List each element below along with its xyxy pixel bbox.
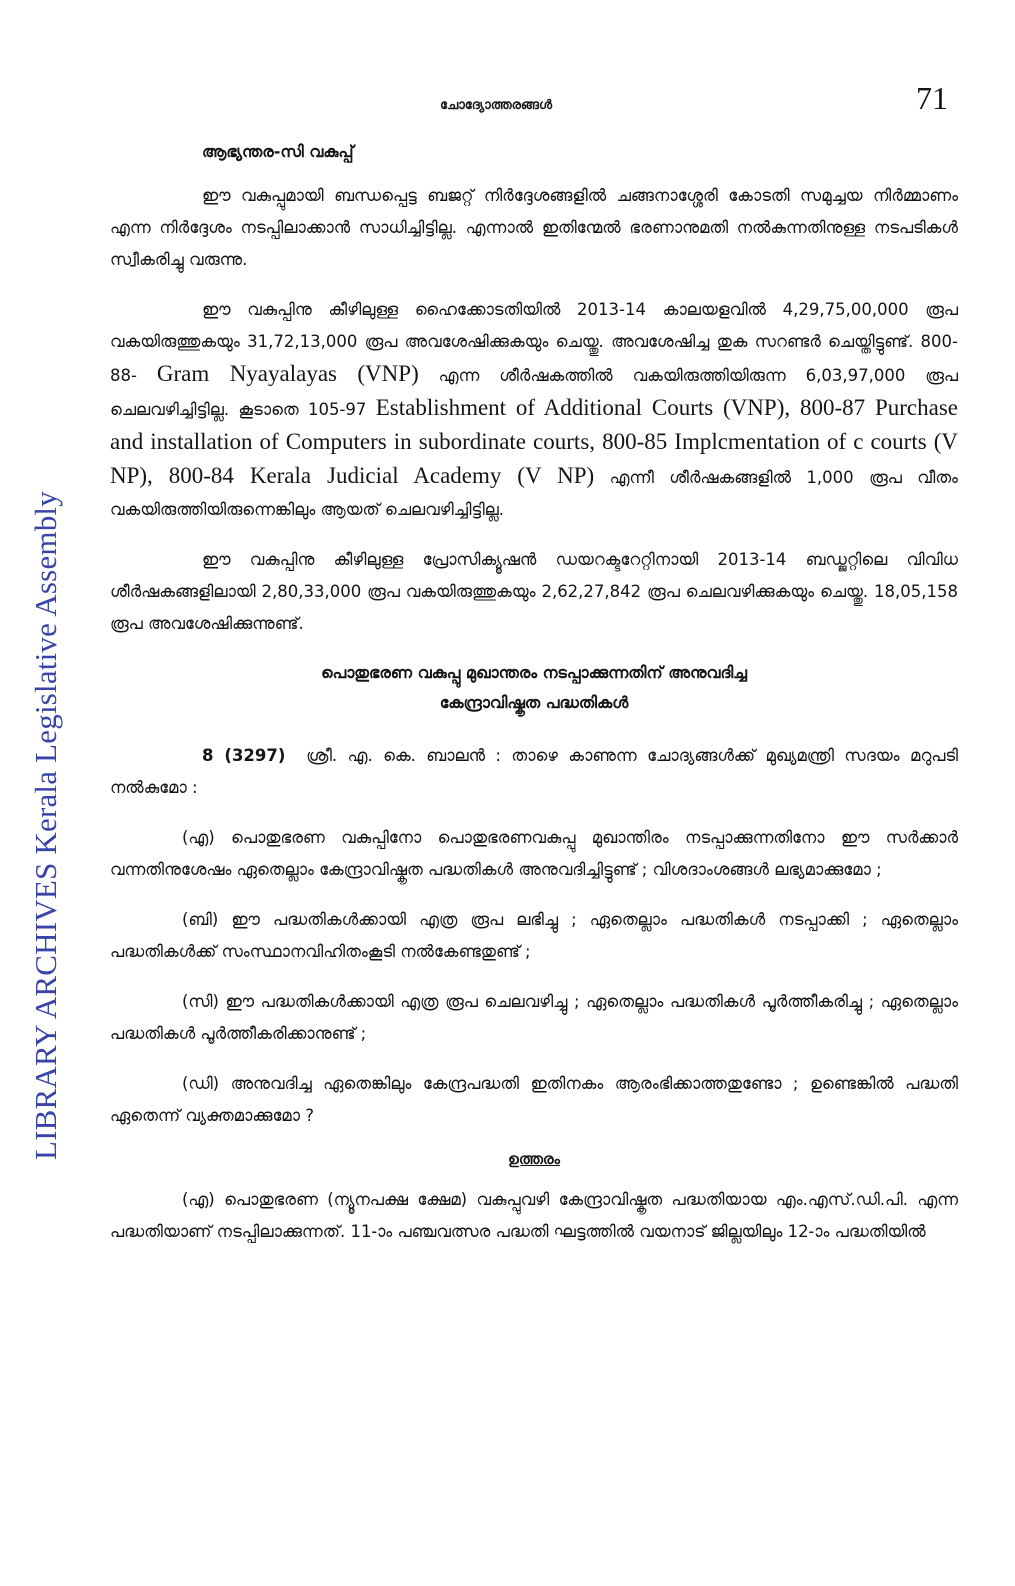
paragraph-2 <box>110 294 958 526</box>
question-heading-line-1: പൊതുഭരണ വകുപ്പു മുഖാന്തരം നടപ്പാക്കുന്നതിന് അനുവദിച്ച <box>321 663 747 682</box>
page-body <box>110 80 959 1266</box>
paragraph-1: ഈ വകുപ്പുമായി ബന്ധപ്പെട്ട ബജറ്റ് നിർദ്ദേശങ്ങളിൽ ചങ്ങനാശ്ശേരി കോടതി സമുച്ചയ നിർമ്മാണം എന്ന നിർദ്ദേശം നടപ്പിലാക്കാൻ സാധിച്ചിട്ടില്ല. എന്നാൽ ഇതിന്മേൽ ഭരണാനുമതി നൽകുന്നതിനുള്ള നടപടികൾ സ്വീകരിച്ചു വരുന്നു. <box>110 186 958 269</box>
question-intro-text: ശ്രീ. എ. കെ. ബാലൻ : താഴെ കാണുന്ന ചോദ്യങ്ങൾക്ക് മുഖ്യമന്ത്രി സദയം മറുപടി നൽകുമോ : <box>110 746 958 797</box>
question-number: 8 (3297) <box>202 746 286 765</box>
paragraph-2-part-d: Establishment of Additional Courts (VNP), 800-87 Purchase and installation of Computers in subordinate courts, 800-85 Implcmentation of c courts (V NP), 800-84 Kerala Judicial Academy (V NP) <box>110 395 958 488</box>
question-item-a: (എ) പൊതുഭരണ വകുപ്പിനോ പൊതുഭരണവകുപ്പു മുഖാന്തിരം നടപ്പാക്കുന്നതിനോ ഈ സർക്കാർ വന്നതിനുശേഷം ഏതെല്ലാം കേന്ദ്രാവിഷ്കൃത പദ്ധതികൾ അനുവദിച്ചിട്ടുണ്ട് ; വിശദാംശങ്ങൾ ലഭ്യമാക്കുമോ ; <box>110 828 958 879</box>
paragraph-3: ഈ വകുപ്പിനു കീഴിലുള്ള പ്രോസിക്യൂഷൻ ഡയറക്ടറേറ്റിനായി 2013-14 ബഡ്ജറ്റിലെ വിവിധ ശീർഷകങ്ങളിലായി 2,80,33,000 രൂപ വകയിരുത്തുകയും 2,62,27,842 രൂപ ചെലവഴിക്കുകയും ചെയ്തു. 18,05,158 രൂപ അവശേഷിക്കുന്നുണ്ട്. <box>110 550 958 633</box>
question-intro <box>110 740 958 804</box>
question-item-b: (ബി) ഈ പദ്ധതികൾക്കായി എത്ര രൂപ ലഭിച്ചു ; ഏതെല്ലാം പദ്ധതികൾ നടപ്പാക്കി ; ഏതെല്ലാം പദ്ധതികൾക്ക് സംസ്ഥാനവിഹിതംകൂടി നൽകേണ്ടതുണ്ട് ; <box>110 910 958 961</box>
running-title: ചോദ്യോത്തരങ്ങൾ <box>440 98 553 113</box>
paragraph-2-part-e: എന്നീ ശീർഷകങ്ങളിൽ 1,000 രൂപ വീതം വകയിരുത്തിയിരുന്നെങ്കിലും ആയത് ചെലവഴിച്ചിട്ടില്ല. <box>110 468 958 519</box>
question-heading-line-2: കേന്ദ്രാവിഷ്കൃത പദ്ധതികൾ <box>439 693 629 712</box>
paragraph-2-part-b: Gram Nyayalayas (VNP) <box>156 361 419 386</box>
page-number: 71 <box>916 80 948 116</box>
question-heading <box>110 658 958 718</box>
section-title: ആഭ്യന്തര-സി വകുപ്പ് <box>202 142 354 161</box>
question-item-d: (ഡി) അനുവദിച്ച ഏതെങ്കിലും കേന്ദ്രപദ്ധതി ഇതിനകം ആരംഭിക്കാത്തതുണ്ടോ ; ഉണ്ടെങ്കിൽ പദ്ധതി ഏതെന്ന് വ്യക്തമാക്കുമോ ? <box>110 1074 958 1125</box>
running-header <box>110 80 958 132</box>
paragraph-2-part-c: എന്ന ശീർഷകത്തിൽ വകയിരുത്തിയിരുന്ന 6,03,97,000 രൂപ ചെലവഴിച്ചിട്ടില്ല. കൂടാതെ 105-97 <box>110 366 959 419</box>
answer-label: ഉത്തരം <box>508 1150 560 1168</box>
archive-watermark: LIBRARY ARCHIVES Kerala Legislative Assembly <box>28 491 63 1160</box>
question-item-c: (സി) ഈ പദ്ധതികൾക്കായി എത്ര രൂപ ചെലവഴിച്ചു ; ഏതെല്ലാം പദ്ധതികൾ പൂർത്തീകരിച്ചു ; ഏതെല്ലാം പദ്ധതികൾ പൂർത്തീകരിക്കാനുണ്ട് ; <box>110 992 958 1043</box>
paragraph-2-part-a: ഈ വകുപ്പിനു കീഴിലുള്ള ഹൈക്കോടതിയിൽ 2013-14 കാലയളവിൽ 4,29,75,00,000 രൂപ വകയിരുത്തുകയും 31,72,13,000 രൂപ അവശേഷിക്കുകയും ചെയ്തു. അവശേഷിച്ച തുക സറണ്ടർ ചെയ്തിട്ടുണ്ട്. 800-88- <box>110 300 958 385</box>
answer-text: (എ) പൊതുഭരണ (ന്യൂനപക്ഷ ക്ഷേമ) വകുപ്പുവഴി കേന്ദ്രാവിഷ്കൃത പദ്ധതിയായ എം.എസ്.ഡി.പി. എന്ന പദ്ധതിയാണ് നടപ്പിലാക്കുന്നത്. 11-ാം പഞ്ചവത്സര പദ്ധതി ഘട്ടത്തിൽ വയനാട് ജില്ലയിലും 12-ാം പദ്ധതിയിൽ <box>110 1190 958 1241</box>
